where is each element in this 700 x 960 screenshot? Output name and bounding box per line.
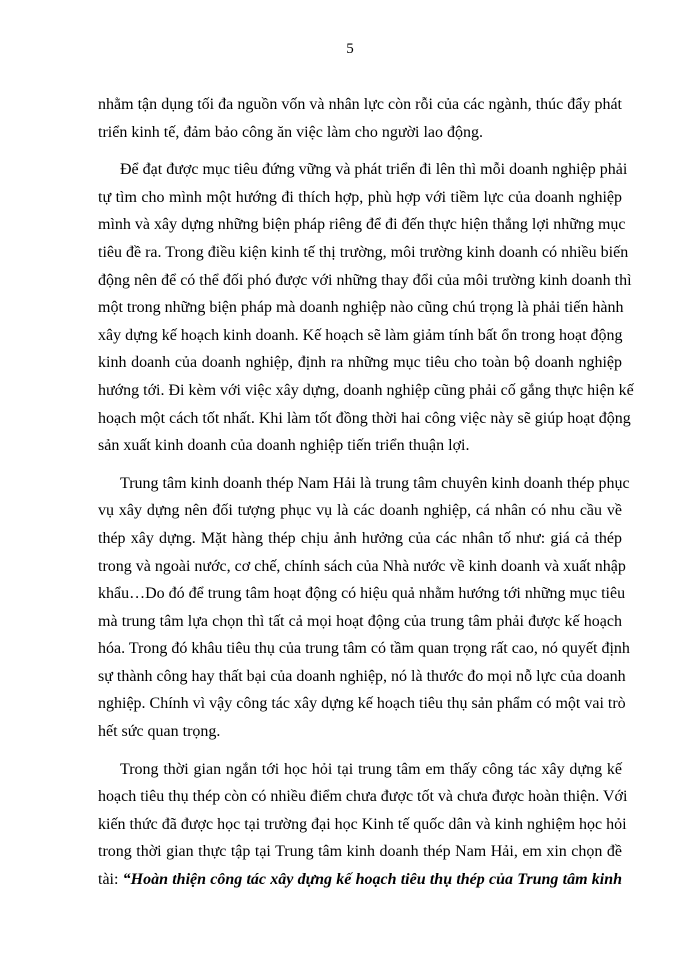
text-line: tiêu đề ra. Trong điều kiện kinh tế thị trường, môi trường kinh doanh có nhiều biến [98,243,629,261]
text-line: sản xuất kinh doanh của doanh nghiệp tiến triển thuận lợi. [98,437,470,455]
text-line: khẩu…Do đó để trung tâm hoạt động có hiệu quả nhằm hướng tới những mục tiêu [98,585,626,603]
thesis-title: “Hoàn thiện công tác xây dựng kế hoạch tiêu thụ thép của Trung tâm kinh [122,871,623,889]
text-line: kiến thức đã được học tại trường đại học Kinh tế quốc dân và kinh nghiệm học hỏi [98,815,627,833]
text-line: kinh doanh của doanh nghiệp, định ra những mục tiêu cho toàn bộ doanh nghiệp [98,354,622,372]
text-prefix: tài: [98,871,123,889]
text-line: hướng tới. Đi kèm với việc xây dựng, doanh nghiệp cũng phải cố gắng thực hiện kế [98,381,634,399]
text-line: Trung tâm kinh doanh thép Nam Hải là trung tâm chuyên kinh doanh thép phục [120,474,630,492]
paragraph-3 [98,470,630,746]
text-line: hoạch tiêu thụ thép còn có nhiều điểm chưa được tốt và chưa được hoàn thiện. Với [98,788,628,806]
text-line: động nên để có thể đối phó được với những thay đổi của môi trường kinh doanh thì [98,271,632,289]
text-line: hết sức quan trọng. [98,723,221,741]
text-line: trong và ngoài nước, cơ chế, chính sách của Nhà nước về kinh doanh và xuất nhập [98,557,626,575]
text-line: nghiệp. Chính vì vậy công tác xây dựng kế hoạch tiêu thụ sản phẩm có một vai trò [98,695,626,713]
page-number: 5 [346,41,354,57]
text-line: hoạch một cách tốt nhất. Khi làm tốt đồng thời hai công việc này sẽ giúp hoạt động [98,409,631,427]
text-line: xây dựng kế hoạch kinh doanh. Kế hoạch sẽ làm giảm tính bất ổn trong hoạt động [98,326,623,344]
body-text [98,91,634,894]
text-line: Trong thời gian ngắn tới học hỏi tại trung tâm em thấy công tác xây dựng kế [120,760,622,778]
text-line: triển kinh tế, đảm bảo công ăn việc làm cho người lao động. [98,123,484,141]
text-line: mà trung tâm lựa chọn thì tất cả mọi hoạt động của trung tâm phải được kế hoạch [98,612,622,630]
text-line: trong thời gian thực tập tại Trung tâm kinh doanh thép Nam Hải, em xin chọn đề [98,843,622,861]
text-line: sự thành công hay thất bại của doanh nghiệp, nó là thước đo mọi nỗ lực của doanh [98,667,626,685]
text-line: mình và xây dựng những biện pháp riêng để đi đến thực hiện thắng lợi những mục [98,216,626,234]
text-line: tự tìm cho mình một hướng đi thích hợp, phù hợp với tiềm lực của doanh nghiệp [98,188,622,206]
text-line: nhằm tận dụng tối đa nguồn vốn và nhân lực còn rỗi của các ngành, thúc đẩy phát [98,96,622,113]
text-line-with-title [98,866,622,894]
text-line: hóa. Trong đó khâu tiêu thụ của trung tâm có tầm quan trọng rất cao, nó quyết định [98,640,630,658]
paragraph-2 [98,156,634,460]
text-line: vụ xây dựng nên đối tượng phục vụ là các doanh nghiệp, cá nhân có nhu cầu về [98,502,622,520]
paragraph-1 [98,91,622,146]
text-line: Để đạt được mục tiêu đứng vững và phát triển đi lên thì mỗi doanh nghiệp phải [120,161,628,179]
paragraph-4 [98,756,628,894]
text-line: thép xây dựng. Mặt hàng thép chịu ảnh hưởng của các nhân tố như: giá cả thép [98,529,622,547]
text-line: một trong những biện pháp mà doanh nghiệp nào cũng chú trọng là phải tiến hành [98,299,624,317]
